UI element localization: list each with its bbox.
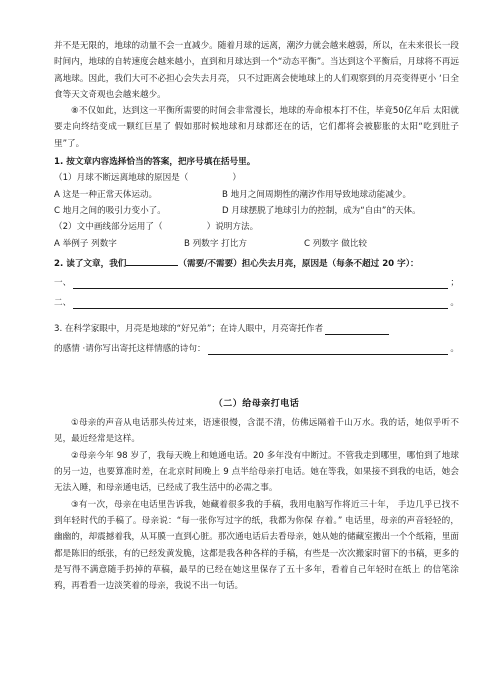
answer-line-blank[interactable]	[73, 276, 448, 289]
answer-blank-2[interactable]	[126, 254, 178, 266]
option-row	[54, 236, 459, 252]
answer-line-end: ；	[450, 278, 459, 289]
question-3-prompt: 3. 在科学家眼中，月亮是地球的“好兄弟”；在诗人眼中，月亮寄托作者	[54, 324, 324, 335]
option-row	[54, 203, 459, 219]
option-a: A 举例子 列数字	[54, 238, 117, 249]
question-2-heading-start: 2. 读了文章，我们	[54, 258, 127, 269]
question-3-prompt-2: 的感情 ·请你写出寄托这样情感的诗句：	[54, 344, 206, 355]
answer-line-label: 一、	[54, 278, 72, 289]
answer-line-end: 。	[450, 344, 459, 355]
answer-blank-3-1[interactable]	[325, 322, 389, 335]
option-a: A 这是一种正常天体运动。	[54, 189, 158, 200]
option-row	[54, 187, 459, 203]
passage-paragraph-1: ①母亲的声音从电话那头传过来，语速很慢，含混不清，仿佛远隔着千山万水。我的话，她似乎听不见，最近经常是这样。	[54, 418, 459, 445]
question-1-2	[54, 219, 459, 235]
question-3	[54, 320, 459, 358]
answer-line-label: 二、	[54, 298, 72, 309]
question-1	[54, 154, 459, 252]
answer-blank-3-2[interactable]	[208, 342, 449, 355]
question-1-heading: 1. 按文章内容选择恰当的答案，把序号填在括号里。	[54, 157, 256, 168]
question-1-1-close: ）	[232, 173, 241, 184]
question-3-line-2	[54, 340, 459, 358]
question-2	[54, 254, 459, 312]
option-d: D 月球摆脱了地球引力的控制，成为“自由”的天体。	[222, 205, 421, 216]
option-c: C 地月之间的吸引力变小了。	[54, 205, 166, 216]
answer-line-end: 。	[450, 298, 459, 309]
passage-paragraph-2: ②母亲今年 98 岁了，我每天晚上和她通电话。20 多年没有中断过。不管我走到哪里，哪怕到了地球的另一边，也要算准时差，在北京时间晚上 9 点半给母亲打电话。她在等我，如果接不到我的电话，她会无法入睡，和母亲通电话，已经成了我生活中的必需之事。	[54, 450, 459, 494]
passage-paragraph-8: ⑧不仅如此，达到这一平衡所需要的时间会非常漫长，地球的寿命根本打不住，毕竟50亿年后 太阳就要走向终结变成一颗红巨星了 假如那时候地球和月球都还在的话，它们都将会被膨胀的太阳“吃到肚子里”了。	[54, 106, 459, 149]
option-b: B 地月之间周期性的潮汐作用导致地球动能减少。	[222, 189, 412, 200]
passage-paragraph-3: ③有一次，母亲在电话里告诉我，她藏着很多我的手稿，我用电脑写作将近三十年， 手边几乎已找不到年轻时代的手稿了。母亲说：“每一张你写过字的纸，我都为你保 存着。” 电话里，母亲的声音轻轻的，幽幽的，却震撼着我，从耳膜一直到心脏。那次通电话后去看母亲，她从她的储藏室搬出一个个纸箱，里面都是陈旧的纸张，有的已经发黄发脆，这都是我各种各样的手稿，有些是一次次搬家时留下的书稿，更多的是写得不满意随手扔掉的草稿，最早的已经在她这里保存了五十多年，看着自己年轻时在纸上 的信笔涂鸦，再看看一边淡笑着的母亲，我说不出一句话。	[54, 499, 459, 592]
question-1-2-close: ）说明方法。	[206, 222, 259, 233]
question-2-heading	[54, 254, 459, 272]
question-1-2-prompt: （2）文中画线部分运用了（	[54, 222, 163, 233]
answer-blank-1-1[interactable]	[188, 170, 232, 186]
question-2-heading-end: （需要/不需要）担心失去月亮，原因是（每条不超过 20 字）：	[178, 258, 419, 269]
question-3-line-1	[54, 320, 459, 338]
answer-line-2	[54, 294, 459, 312]
option-c: C 列数字 做比较	[304, 238, 368, 249]
question-1-1-prompt: （1）月球不断远离地球的原因是（	[54, 173, 189, 184]
answer-line-blank[interactable]	[73, 296, 448, 309]
answer-line-1	[54, 274, 459, 292]
answer-blank-1-2[interactable]	[163, 219, 207, 235]
section-title: （二）给母亲打电话	[213, 399, 300, 410]
option-b: B 列数字 打比方	[184, 238, 247, 249]
passage-paragraph: 并不是无限的，地球的动量不会一直减少。随着月球的远离，潮汐力就会越来越弱，所以，在未来很长一段时间内，地球的自转速度会越来越小，直到和月球达到一个“动态平衡”。当达到这个平衡后，月球将不再远离地球。因此，我们大可不必担心会失去月亮， 只不过距离会使地球上的人们观察到的月亮变得更小 ‘日全食等天文奇观也会越来越少。	[54, 41, 459, 100]
question-1-1	[54, 170, 459, 186]
